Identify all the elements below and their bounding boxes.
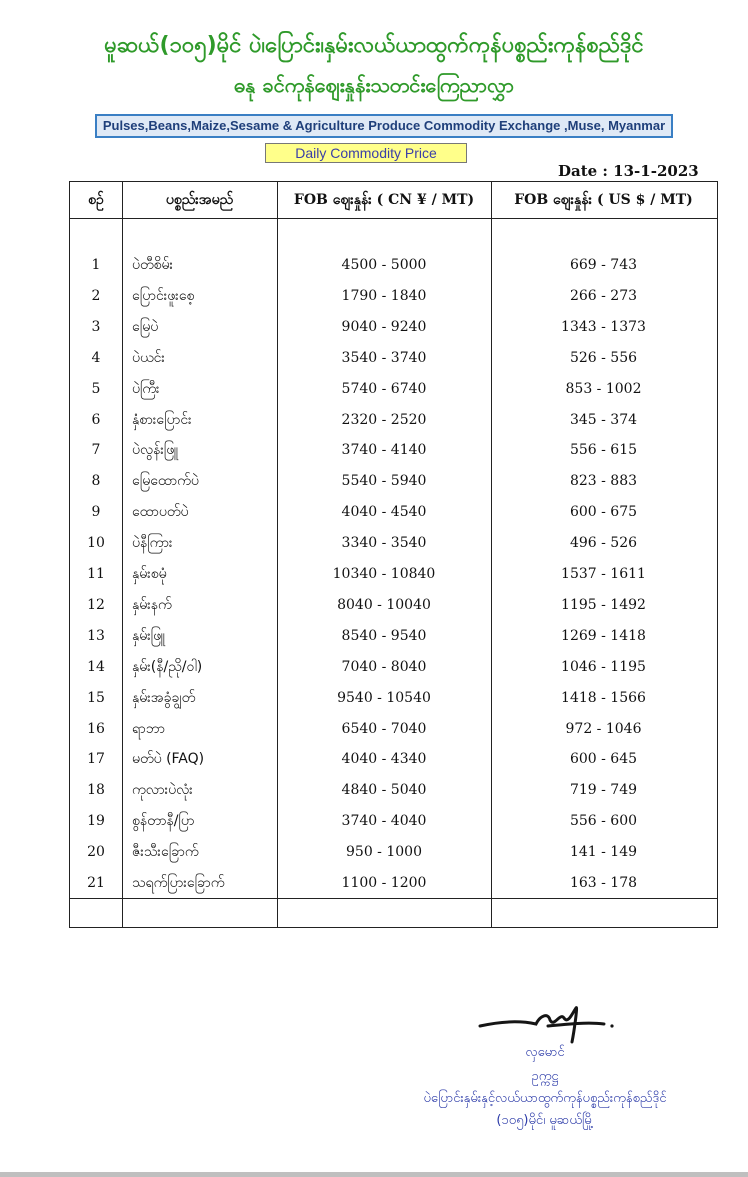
commodity-name: ပဲတီစိမ်း — [132, 257, 174, 273]
row-number: 3 — [91, 318, 101, 335]
price-usd: 496 - 526 — [569, 535, 638, 552]
commodity-name: ပဲကြီး — [132, 380, 160, 397]
commodity-name: ရာဘာ — [132, 720, 166, 737]
price-usd: 853 - 1002 — [565, 380, 642, 397]
commodity-name: နှမ်းစမုံ — [132, 566, 167, 582]
price-usd: 669 - 743 — [569, 257, 638, 273]
table-row — [70, 528, 716, 559]
commodity-name: မတ်ပဲ (FAQ) — [132, 751, 205, 768]
commodity-name: မြေပဲ — [132, 318, 159, 335]
commodity-name: ပဲယင်း — [132, 349, 165, 366]
price-cny: 3540 - 3740 — [341, 349, 427, 366]
price-cny: 8040 - 10040 — [337, 596, 431, 613]
price-usd: 1269 - 1418 — [561, 627, 646, 644]
page-title-line-1: မူဆယ်(၁၀၅)မိုင် ပဲ၊ပြောင်း၊နှမ်းလယ်ယာထွက်ကုန်ပစ္စည်းကုန်စည်ဒိုင် — [104, 33, 644, 58]
row-number: 2 — [91, 287, 101, 304]
row-number: 1 — [91, 257, 101, 273]
price-usd: 972 - 1046 — [565, 720, 642, 737]
table-row — [70, 559, 716, 590]
commodity-name: ကုလားပဲလုံး — [132, 782, 193, 799]
price-cny: 10340 - 10840 — [332, 566, 436, 582]
table-row — [70, 868, 716, 899]
table-row — [70, 714, 716, 745]
table-row — [70, 250, 716, 281]
commodity-name: ပဲလွန်းဖြူ — [132, 442, 179, 459]
commodity-name: နှမ်း(နီ/ညို/ဝါ) — [132, 658, 203, 675]
table-row — [70, 652, 716, 683]
price-cny: 4500 - 5000 — [341, 257, 427, 273]
column-header-no: စဉ် — [88, 192, 104, 208]
price-usd: 141 - 149 — [569, 844, 638, 861]
row-number: 8 — [91, 473, 101, 490]
table-row — [70, 405, 716, 436]
table-row — [70, 466, 716, 497]
row-number: 5 — [91, 380, 101, 397]
price-usd: 1343 - 1373 — [561, 318, 646, 335]
table-row — [70, 837, 716, 868]
page-title-line-2: ဓနု ခင်ကုန်ဈေးနှုန်းသတင်းကြေညာလွှာ — [233, 73, 515, 97]
row-number: 14 — [87, 658, 105, 675]
price-usd: 163 - 178 — [569, 875, 638, 891]
signatory-place: (၁၀၅)မိုင်၊ မူဆယ်မြို့ — [496, 1113, 594, 1128]
price-usd: 345 - 374 — [569, 411, 638, 428]
price-usd: 266 - 273 — [569, 287, 638, 304]
commodity-name: သရက်ပြားခြောက် — [132, 875, 225, 891]
row-number: 21 — [87, 875, 105, 891]
price-usd: 719 - 749 — [569, 782, 638, 799]
table-row — [70, 744, 716, 775]
price-cny: 4040 - 4540 — [341, 504, 427, 521]
row-number: 12 — [87, 596, 105, 613]
signatory-name: လှမောင် — [525, 1045, 565, 1060]
price-cny: 9040 - 9240 — [341, 318, 427, 335]
commodity-name: ဇီးသီးခြောက် — [132, 844, 199, 861]
exchange-banner: Pulses,Beans,Maize,Sesame & Agriculture Produce Commodity Exchange ,Muse, Myanmar — [95, 114, 673, 138]
signatory-organization: ပဲပြောင်းနှမ်းနှင့်လယ်ယာထွက်ကုန်ပစ္စည်းကုန်စည်ဒိုင် — [423, 1091, 667, 1106]
price-usd: 1046 - 1195 — [561, 658, 646, 675]
row-number: 17 — [87, 751, 105, 768]
commodity-name: ထောပတ်ပဲ — [132, 504, 189, 521]
price-cny: 3340 - 3540 — [341, 535, 427, 552]
price-table — [69, 181, 718, 928]
price-usd: 556 - 600 — [569, 813, 638, 830]
header-divider — [70, 218, 717, 219]
row-number: 16 — [87, 720, 105, 737]
daily-price-label: Daily Commodity Price — [265, 143, 467, 163]
price-cny: 5540 - 5940 — [341, 473, 427, 490]
price-cny: 3740 - 4140 — [341, 442, 427, 459]
row-number: 9 — [91, 504, 101, 521]
row-number: 19 — [87, 813, 105, 830]
commodity-name: နှမ်းနက် — [132, 596, 172, 613]
row-number: 7 — [91, 442, 101, 459]
price-cny: 3740 - 4040 — [341, 813, 427, 830]
table-row — [70, 775, 716, 806]
price-usd: 1537 - 1611 — [561, 566, 646, 582]
row-number: 13 — [87, 627, 105, 644]
commodity-name: မြေထောက်ပဲ — [132, 473, 199, 490]
price-cny: 6540 - 7040 — [341, 720, 427, 737]
price-cny: 1790 - 1840 — [341, 287, 427, 304]
table-row — [70, 683, 716, 714]
price-usd: 600 - 645 — [569, 751, 638, 768]
row-number: 10 — [87, 535, 105, 552]
row-number: 15 — [87, 689, 105, 706]
commodity-name: ပြောင်းဖူးစေ့ — [132, 287, 195, 304]
price-cny: 2320 - 2520 — [341, 411, 427, 428]
price-usd: 600 - 675 — [569, 504, 638, 521]
price-cny: 4040 - 4340 — [341, 751, 427, 768]
row-number: 11 — [87, 566, 105, 582]
row-number: 6 — [91, 411, 101, 428]
signature-mark-icon — [478, 1002, 618, 1046]
row-number: 20 — [87, 844, 105, 861]
price-usd: 526 - 556 — [569, 349, 638, 366]
bottom-edge — [0, 1172, 748, 1177]
table-row — [70, 621, 716, 652]
table-row — [70, 343, 716, 374]
price-cny: 7040 - 8040 — [341, 658, 427, 675]
table-row — [70, 497, 716, 528]
table-row — [70, 435, 716, 466]
table-row — [70, 374, 716, 405]
price-usd: 1418 - 1566 — [561, 689, 646, 706]
table-row — [70, 806, 716, 837]
price-cny: 4840 - 5040 — [341, 782, 427, 799]
price-cny: 9540 - 10540 — [337, 689, 431, 706]
price-usd: 823 - 883 — [569, 473, 638, 490]
table-row — [70, 312, 716, 343]
price-cny: 950 - 1000 — [346, 844, 422, 861]
price-usd: 556 - 615 — [569, 442, 638, 459]
date-label: Date : 13-1-2023 — [558, 162, 699, 180]
commodity-name: စွန်တာနီ/ပြာ — [132, 813, 195, 830]
row-number: 18 — [87, 782, 105, 799]
table-row — [70, 281, 716, 312]
price-cny: 1100 - 1200 — [341, 875, 427, 891]
column-header-item: ပစ္စည်းအမည် — [165, 192, 234, 208]
commodity-name: ပဲနီကြား — [132, 535, 173, 552]
signatory-role: ဥက္ကဋ္ဌ — [531, 1069, 559, 1084]
price-cny: 5740 - 6740 — [341, 380, 427, 397]
price-cny: 8540 - 9540 — [341, 627, 427, 644]
commodity-name: နှံစားပြောင်း — [132, 411, 192, 428]
commodity-name: နှမ်းဖြူ — [132, 627, 166, 644]
column-header-price-usd: FOB ဈေးနှုန်း ( US $ / MT) — [514, 192, 693, 208]
commodity-name: နှမ်းအခွံချွတ် — [132, 689, 196, 706]
price-usd: 1195 - 1492 — [561, 596, 646, 613]
table-row — [70, 590, 716, 621]
column-header-price-cny: FOB ဈေးနှုန်း ( CN ¥ / MT) — [293, 192, 475, 208]
row-number: 4 — [91, 349, 101, 366]
